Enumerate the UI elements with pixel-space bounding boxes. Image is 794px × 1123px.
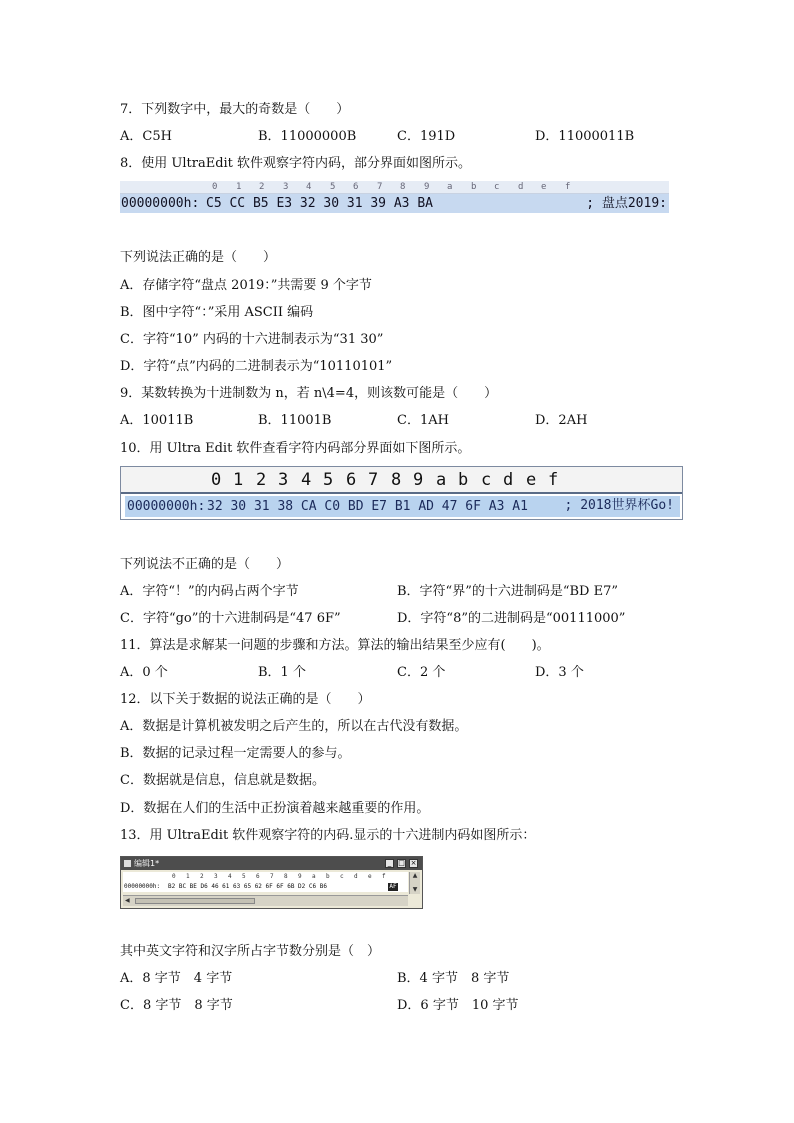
q10-col: 5 [323, 470, 334, 490]
q10-col: e [526, 470, 537, 490]
q7-stem: 7．下列数字中，最大的奇数是（ ） [120, 102, 350, 117]
q9-option-a: A．10011B [120, 413, 194, 428]
close-icon[interactable]: × [410, 859, 417, 867]
q13-col: 3 [214, 873, 218, 880]
q12-option-a: A．数据是计算机被发明之后产生的，所以在古代没有数据。 [120, 719, 468, 734]
q8-option-b: B．图中字符“：”采用 ASCII 编码 [120, 305, 314, 320]
document-icon [124, 860, 131, 867]
q13-ask: 其中英文字符和汉字所占字节数分别是（ ） [120, 944, 381, 959]
q11-option-c: C．2 个 [397, 665, 446, 680]
q13-col: 8 [284, 873, 288, 880]
q9-option-d: D．2AH [535, 413, 588, 428]
q13-hex-bytes: B2 BC BE D6 46 61 63 65 62 6F 6F 6B D2 C6 B6 [168, 883, 327, 890]
q8-col: a [447, 182, 453, 192]
q8-option-c: C．字符“10” 内码的十六进制表示为“31 30” [120, 332, 384, 347]
q8-col: 5 [330, 182, 336, 192]
q8-hex-column-header [120, 181, 669, 194]
q7-option-d: D．11000011B [535, 129, 635, 144]
q13-col: d [354, 873, 358, 880]
q11-option-a: A．0 个 [120, 665, 168, 680]
q8-col: d [518, 182, 524, 192]
q10-option-a: A．字符“！”的内码占两个字节 [120, 584, 299, 599]
q10-col: 2 [256, 470, 267, 490]
q13-col: 0 [172, 873, 176, 880]
q8-col: c [494, 182, 500, 192]
q10-stem: 10．用 Ultra Edit 软件查看字符内码部分界面如下图所示。 [120, 441, 471, 456]
q9-option-b: B．11001B [258, 413, 332, 428]
q13-col: f [382, 873, 386, 880]
q10-col: f [548, 470, 559, 490]
q13-col: a [312, 873, 316, 880]
q8-col: 1 [236, 182, 242, 192]
q10-col: 8 [391, 470, 402, 490]
q13-col: c [340, 873, 344, 880]
q13-col: 7 [270, 873, 274, 880]
q8-hex-bytes: C5 CC B5 E3 32 30 31 39 A3 BA [206, 196, 433, 211]
scroll-left-icon[interactable]: ◀ [125, 897, 130, 904]
q13-col: b [326, 873, 330, 880]
q10-hex-text: ; 2018世界杯Go! [564, 498, 674, 513]
vertical-scrollbar[interactable] [409, 872, 420, 894]
q10-col: 1 [233, 470, 244, 490]
q8-hex-address: 00000000h: [121, 196, 200, 211]
scroll-down-icon[interactable]: ▼ [412, 886, 418, 893]
q8-hex-data-row [120, 194, 669, 213]
q10-hex-bytes: 32 30 31 38 CA C0 BD E7 B1 AD 47 6F A3 A1 [207, 499, 528, 514]
q10-col: b [458, 470, 469, 490]
q9-option-c: C．1AH [397, 413, 449, 428]
q13-col: e [368, 873, 372, 880]
maximize-icon[interactable]: □ [398, 859, 405, 867]
q7-option-c: C．191D [397, 129, 456, 144]
q13-hex-column-header [123, 872, 408, 882]
q13-col: 1 [186, 873, 190, 880]
q13-hex-data-row [123, 882, 408, 892]
q10-col: 3 [278, 470, 289, 490]
q8-stem: 8．使用 UltraEdit 软件观察字符内码，部分界面如图所示。 [120, 156, 472, 171]
q10-col: 4 [301, 470, 312, 490]
q13-col: 2 [200, 873, 204, 880]
q8-hex-editor-strip [120, 181, 669, 213]
q8-col: 8 [400, 182, 406, 192]
q13-col: 5 [242, 873, 246, 880]
q10-hex-address: 00000000h: [127, 499, 206, 514]
q8-option-a: A．存储字符“盘点 2019：”共需要 9 个字节 [120, 278, 372, 293]
q13-selected-byte: AF [389, 883, 397, 890]
q10-col: 6 [346, 470, 357, 490]
q13-hex-address: 00000000h: [124, 883, 161, 890]
q11-option-b: B．1 个 [258, 665, 306, 680]
q13-col: 4 [228, 873, 232, 880]
horizontal-scrollbar[interactable] [123, 895, 408, 906]
q10-col: a [436, 470, 447, 490]
q8-option-d: D．字符“点”内码的二进制表示为“10110101” [120, 359, 393, 374]
q8-hex-text: ; 盘点2019: [586, 196, 667, 211]
q13-col: 9 [298, 873, 302, 880]
q13-option-c: C．8 字节 8 字节 [120, 998, 233, 1013]
q8-col: 6 [353, 182, 359, 192]
q10-option-c: C．字符“go”的十六进制码是“47 6F” [120, 611, 341, 626]
minimize-icon[interactable]: _ [385, 859, 394, 868]
q8-col: e [541, 182, 547, 192]
q7-option-a: A．C5H [120, 129, 172, 144]
q7-option-b: B．11000000B [258, 129, 357, 144]
q8-col: 9 [424, 182, 430, 192]
q10-option-b: B．字符“界”的十六进制码是“BD E7” [397, 584, 619, 599]
q8-col: 2 [259, 182, 265, 192]
q8-col: 3 [283, 182, 289, 192]
q10-col: d [503, 470, 514, 490]
q13-option-d: D．6 字节 10 字节 [397, 998, 519, 1013]
q13-window-title: 编辑1* [134, 859, 160, 868]
q13-option-a: A．8 字节 4 字节 [120, 971, 233, 986]
q10-ask: 下列说法不正确的是（ ） [120, 557, 290, 572]
q8-col: 7 [377, 182, 383, 192]
q8-col: f [565, 182, 571, 192]
q10-option-d: D．字符“8”的二进制码是“00111000” [397, 611, 626, 626]
q10-hex-column-header [121, 467, 683, 494]
q12-option-c: C．数据就是信息，信息就是数据。 [120, 773, 325, 788]
scrollbar-thumb[interactable] [135, 898, 255, 904]
q13-window-titlebar [121, 857, 422, 870]
q10-col: 9 [413, 470, 424, 490]
q10-col: 0 [211, 470, 222, 490]
q13-option-b: B．4 字节 8 字节 [397, 971, 510, 986]
q10-hex-data-row [125, 496, 680, 517]
q8-col: b [471, 182, 477, 192]
q13-editor-window [120, 856, 423, 909]
scroll-up-icon[interactable]: ▲ [412, 872, 418, 879]
q10-col: 7 [368, 470, 379, 490]
q10-col: c [481, 470, 492, 490]
q12-option-d: D．数据在人们的生活中正扮演着越来越重要的作用。 [120, 801, 430, 816]
q11-option-d: D．3 个 [535, 665, 584, 680]
q8-ask: 下列说法正确的是（ ） [120, 250, 277, 265]
q9-stem: 9．某数转换为十进制数为 n，若 n\4=4，则该数可能是（ ） [120, 386, 498, 401]
q12-stem: 12．以下关于数据的说法正确的是（ ） [120, 692, 371, 707]
q11-stem: 11．算法是求解某一问题的步骤和方法。算法的输出结果至少应有( )。 [120, 638, 550, 653]
q10-hex-editor-strip [120, 466, 683, 520]
q8-col: 4 [306, 182, 312, 192]
q13-stem: 13．用 UltraEdit 软件观察字符的内码.显示的十六进制内码如图所示： [120, 828, 536, 843]
q12-option-b: B．数据的记录过程一定需要人的参与。 [120, 746, 351, 761]
q8-col: 0 [212, 182, 218, 192]
q13-col: 6 [256, 873, 260, 880]
